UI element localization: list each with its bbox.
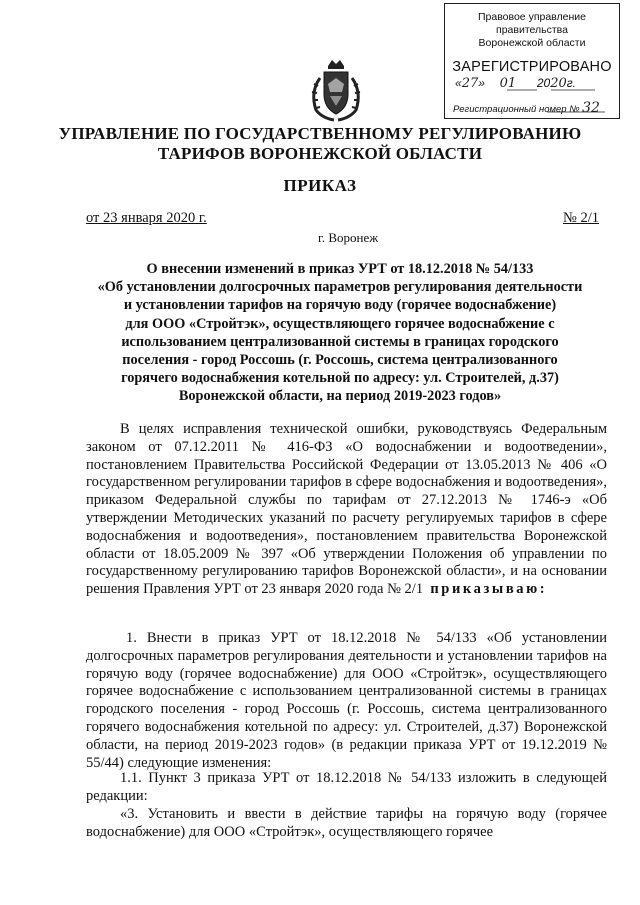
item-1-1-paragraph: 1.1. Пункт 3 приказа УРТ от 18.12.2018 № 54/133 изложить в следующей редакции: — [86, 770, 607, 804]
stamp-reg-label: Регистрационный номер № — [453, 104, 580, 115]
title-line: О внесении изменений в приказ УРТ от 18.12.2018 № 54/133 — [146, 261, 534, 277]
stamp-date-day: 27 — [461, 76, 479, 91]
stamp-date-year-hand: 20 — [550, 76, 567, 91]
stamp-org-line1: Правовое управление правительства — [477, 11, 586, 36]
title-line: «Об установлении долгосрочных параметров регулирования деятельности — [97, 279, 583, 296]
item-1-paragraph: 1. Внести в приказ УРТ от 18.12.2018 № 54/133 «Об установлении долгосрочных параметров регулирования деятельности и установлении тарифов на горячую воду (горячее водоснабжение) для ООО «Стройтэк», осуществляющего горячее водоснабжение с использованием централизованной системы в границах городского поселения - город Россошь (г. Россошь, система централизованного горячего водоснабжения котельной по адресу: ул. Строителей, д.37) Воронежской области, на период 2019-2023 годов» (в редакции приказа УРТ от 19.12.2019 № 55/44) следующие изменения: — [86, 630, 607, 771]
stamp-date-month: 01 — [499, 76, 517, 91]
title-line: использованием централизованной системы в границах городского — [121, 333, 559, 350]
order-word: приказываю: — [430, 581, 548, 598]
document-type: ПРИКАЗ — [283, 176, 357, 195]
header-org-line2: ТАРИФОВ ВОРОНЕЖСКОЙ ОБЛАСТИ — [157, 144, 483, 163]
header-org-line1: УПРАВЛЕНИЕ ПО ГОСУДАРСТВЕННОМУ РЕГУЛИРОВАНИЮ — [58, 124, 582, 143]
stamp-registered: ЗАРЕГИСТРИРОВАНО — [452, 59, 612, 75]
title-line: поселения - город Россошь (г. Россошь, система централизованного — [122, 352, 558, 369]
preamble-text: В целях исправления технической ошибки, руководствуясь Федеральным законом от 07.12.2011 № 416-ФЗ «О водоснабжении и водоотведении», постановлением Правительства Российской Федерации от 13.05.2013 № 406 «О государственном регулировании тарифов в сфере водоснабжения и водоотведения», приказом Федеральной службы по тарифам от 27.12.2013 № 1746-э «Об утверждении Методических указаний по расчету регулируемых тарифов в сфере водоснабжения и водоотведения», постановлением правительства Воронежской области от 18.05.2009 № 397 «Об утверждении Положения об управлении по государственному регулированию тарифов Воронежской области», и на основании решения Правления УРТ от 23 января 2020 года № 2/1 — [86, 421, 607, 598]
coat-of-arms-emblem — [306, 58, 366, 124]
document-date: от 23 января 2020 г. — [86, 210, 207, 226]
stamp-date: «27» 01 2020г. — [455, 76, 576, 91]
registration-stamp — [444, 3, 620, 119]
title-line: горячего водоснабжения котельной по адресу: ул. Строителей, д.37) — [121, 370, 559, 387]
title-line: для ООО «Стройтэк», осуществляющего горячее водоснабжение с — [125, 315, 555, 332]
document-number-value: № 2/1 — [563, 210, 599, 226]
stamp-org-line2: Воронежской области — [478, 37, 586, 49]
item-3-paragraph: «3. Установить и ввести в действие тарифы на горячую воду (горячее водоснабжение) для ООО «Стройтэк», осуществляющего горячее — [86, 806, 607, 840]
document-title — [70, 260, 610, 406]
stamp-underlines — [507, 85, 607, 115]
title-line: и установлении тарифов на горячую воду (горячее водоснабжение) — [123, 297, 557, 314]
document-city: г. Воронеж — [318, 230, 379, 245]
document-number — [563, 210, 599, 227]
stamp-reg-value: 32 — [582, 100, 600, 116]
title-line: Воронежской области, на период 2019-2023 годов» — [178, 388, 502, 405]
preamble-paragraph — [86, 421, 607, 599]
stamp-date-year-prefix: 20 — [536, 76, 551, 90]
